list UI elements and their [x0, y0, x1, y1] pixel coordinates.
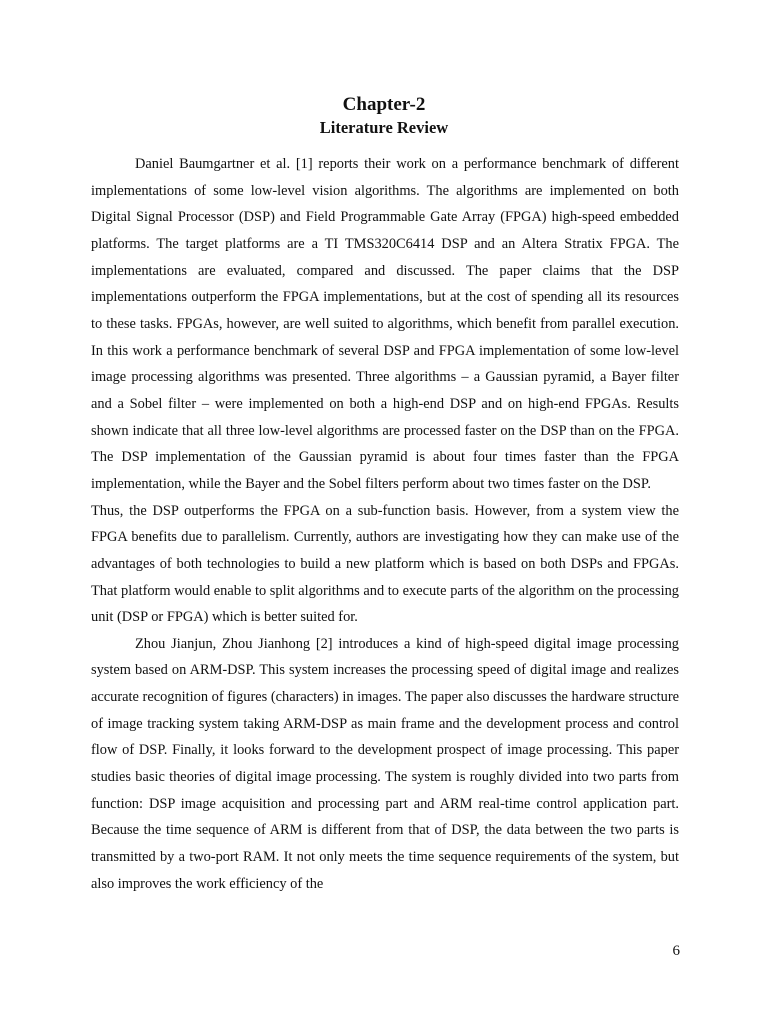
paragraph-dsp-fpga-comparison: Thus, the DSP outperforms the FPGA on a sub-function basis. However, from a system view the FPGA benefits due to parallelism. Currently, authors are investigating how they can make use of the advantages of both technologies to build a new platform which is based on both DSPs and FPGAs. That platform would enable to split algorithms and to execute parts of the algorithm on the processing unit (DSP or FPGA) which is better suited for. [91, 502, 679, 626]
section-title: Literature Review [319, 118, 449, 137]
chapter-title: Chapter-2 [342, 94, 426, 115]
paragraph-zhou: Zhou Jianjun, Zhou Jianhong [2] introduces a kind of high-speed digital image processing system based on ARM-DSP. This system increases the processing speed of digital image and realizes accurate recognition of figures (characters) in images. The paper also discusses the hardware structure of image tracking system taking ARM-DSP as main frame and the development process and control flow of DSP. Finally, it looks forward to the development prospect of image processing. This paper studies basic theories of digital image processing. The system is roughly divided into two parts from function: DSP image acquisition and processing part and ARM real-time control application part. Because the time sequence of ARM is different from that of DSP, the data between the two parts is transmitted by a two-port RAM. It not only meets the time sequence requirements of the system, but also improves the work efficiency of the [91, 635, 679, 892]
paragraph-baumgartner: Daniel Baumgartner et al. [1] reports their work on a performance benchmark of different implementations of some low-level vision algorithms. The algorithms are implemented on both Digital Signal Processor (DSP) and Field Programmable Gate Array (FPGA) high-speed embedded platforms. The target platforms are a TI TMS320C6414 DSP and an Altera Stratix FPGA. The implementations are evaluated, compared and discussed. The paper claims that the DSP implementations outperform the FPGA implementations, but at the cost of spending all its resources to these tasks. FPGAs, however, are well suited to algorithms, which benefit from parallel execution. In this work a performance benchmark of several DSP and FPGA implementation of some low-level image processing algorithms was presented. Three algorithms – a Gaussian pyramid, a Bayer filter and a Sobel filter – were implemented on both a high-end DSP and on high-end FPGAs. Results shown indicate that all three low-level algorithms are processed faster on the DSP than on the FPGA. The DSP implementation of the Gaussian pyramid is about four times faster than the FPGA implementation, while the Bayer and the Sobel filters perform about two times faster on the DSP. [91, 156, 679, 492]
body-text [91, 151, 679, 897]
page-number: 6 [672, 943, 680, 959]
